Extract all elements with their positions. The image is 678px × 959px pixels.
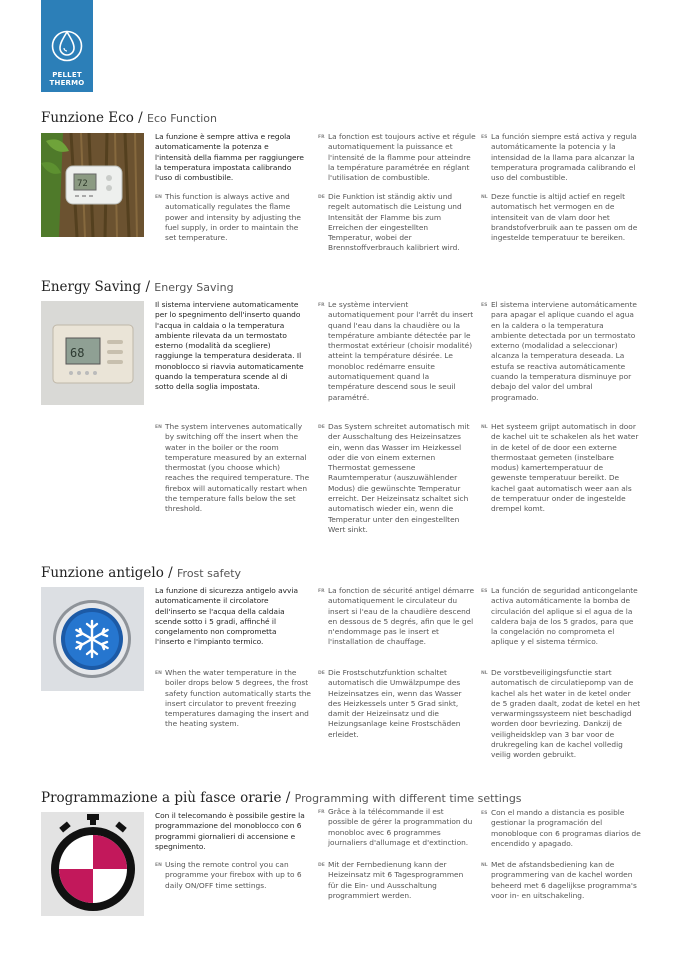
title-it: Funzione antigelo	[41, 565, 164, 581]
text-nl: Met de afstandsbediening kan de programmering van de kachel worden beheerd met 6 dagelijkse programma's voor in- en uitschakeling.	[491, 860, 637, 900]
text-nl: Deze functie is altijd actief en regelt automatisch het vermogen en de intensiteit van de vlam door het brandstofverbruik aan te passen om de ingestelde temperatuur te bereiken.	[491, 192, 638, 243]
text-es: Con el mando a distancia es posible gestionar la programación del monobloque con 6 programas diarios de encendido y apagado.	[491, 808, 641, 848]
title-separator: /	[138, 110, 143, 126]
lang-de: DE	[318, 671, 325, 676]
title-separator: /	[145, 279, 150, 295]
section-frost-safety	[41, 565, 641, 770]
lang-nl: NL	[481, 425, 488, 430]
text-de: Mit der Fernbedienung kann der Heizeinsatz mit 6 Tagesprogrammen für die Ein- und Ausschaltung programmiert werden.	[328, 860, 464, 900]
section-title	[41, 565, 241, 581]
section-eco	[41, 110, 641, 260]
text-nl: De vorstbeveiligingsfunctie start automatisch de circulatiepomp van de kachel als het water in de ketel onder de 5 graden daalt, zodat de ketel en het verwarmingssysteem niet beschadigd worden door bevriezing. Dankzij de veiligheidsklep van 3 bar voor de drukregeling kan de kachel volledig veilig worden gebruikt.	[491, 668, 641, 760]
title-en: Eco Function	[147, 112, 218, 125]
text-es: El sistema interviene automáticamente para apagar el aplique cuando el agua en la caldera o la temperatura ambiente detectada por un termostato externo (modalidad a seleccionar) alcanza la temperatura deseada. La estufa se reactiva automáticamente cuando la temperatura disminuye por debajo del valor del umbral programado.	[491, 300, 637, 402]
section-title	[41, 279, 234, 295]
lang-fr: FR	[318, 810, 325, 815]
text-de: Das System schreitet automatisch mit der Ausschaltung des Heizeinsatzes ein, wenn das Wasser im Heizkessel oder die von einem externen Thermostat gemessene Raumtemperatur (auszuwählender Modus) die gewünschte Temperatur erreicht. Der Heizeinsatz schaltet sich automatisch wieder ein, wenn die Temperatur unter den eingestellten Wert sinkt.	[328, 422, 470, 534]
lang-es: ES	[481, 303, 488, 308]
lang-nl: NL	[481, 863, 488, 868]
text-en: The system intervenes automatically by switching off the insert when the water in the boiler or the room temperature measured by an external thermostat (you choose which) reaches the required temperature. The firebox will automatically restart when the temperature falls below the set threshold.	[165, 422, 310, 514]
text-fr: La fonction de sécurité antigel démarre automatiquement le circulateur du insert si l'eau de la chaudière descend en dessous de 5 degrés, afin que le gel n'endommage pas le insert et l'installation de chauffage.	[328, 586, 475, 647]
text-fr: La fonction est toujours active et régule automatiquement la puissance et l'intensité de la flamme pour atteindre la température paramétrée en réglant l'utilisation de combustible.	[328, 132, 476, 183]
title-separator: /	[168, 565, 173, 581]
text-en: When the water temperature in the boiler drops below 5 degrees, the frost safety function automatically starts the insert circulator to prevent freezing temperatures damaging the insert and the heating system.	[165, 668, 311, 729]
title-it: Programmazione a più fasce orarie	[41, 790, 282, 806]
text-it: La funzione di sicurezza antigelo avvia automaticamente il circolatore dell'inserto se l'acqua della caldaia scende sotto i 5 gradi, affinché il congelamento non comprometta l'inserto e l'impianto termico.	[155, 586, 298, 647]
lang-de: DE	[318, 195, 325, 200]
lang-es: ES	[481, 811, 488, 816]
text-fr: Le système intervient automatiquement pour l'arrêt du insert quand l'eau dans la chaudière ou la température ambiante détectée par le thermostat extérieur (choisir modalité) atteint la température désirée. Le monobloc redémarre ensuite automatiquement quand la température descend sous le seuil paramétré.	[328, 300, 474, 402]
text-es: La función siempre está activa y regula automáticamente la potencia y la intensidad de la llama para alcanzar la temperatura programada calibrando el uso del combustible.	[491, 132, 637, 183]
text-fr: Grâce à la télécommande il est possible de gérer la programmation du monobloc avec 6 programmes journaliers d'allumage et d'extinction.	[328, 807, 473, 847]
lang-en: EN	[155, 425, 162, 430]
lang-en: EN	[155, 671, 162, 676]
brand-line2: THERMO	[49, 79, 85, 87]
lang-fr: FR	[318, 303, 325, 308]
text-de: Die Frostschutzfunktion schaltet automatisch die Umwälzpumpe des Heizeinsatzes ein, wenn das Wasser des Heizkessels unter 5 Grad sinkt, damit der Heizeinsatz und die Heizungsanlage keine Frostschäden erleidet.	[328, 668, 462, 739]
stopwatch-icon	[51, 814, 135, 911]
brand-line1: PELLET	[52, 71, 82, 79]
title-it: Funzione Eco	[41, 110, 134, 126]
text-de: Die Funktion ist ständig aktiv und regelt automatisch die Leistung und Intensität der Flamme bis zum Erreichen der eingestellten Temperatur, wobei der Brennstoffverbrauch kalibriert wird.	[328, 192, 462, 253]
water-drop-icon	[51, 22, 83, 64]
title-en: Energy Saving	[154, 281, 234, 294]
lang-de: DE	[318, 863, 325, 868]
lang-fr: FR	[318, 589, 325, 594]
title-separator: /	[285, 790, 291, 806]
lang-es: ES	[481, 135, 488, 140]
section-title	[41, 110, 217, 126]
section-programming	[41, 790, 641, 920]
text-en: Using the remote control you can programme your firebox with up to 6 daily ON/OFF time settings.	[165, 860, 302, 890]
thermostat-readout: 72	[77, 179, 88, 189]
lang-de: DE	[318, 425, 325, 430]
brand-badge	[41, 0, 93, 92]
text-it: La funzione è sempre attiva e regola automaticamente la potenza e l'intensità della fiamma per raggiungere la temperatura impostata calibrando l'uso di combustibile.	[155, 132, 304, 183]
lang-en: EN	[155, 195, 162, 200]
text-en: This function is always active and automatically regulates the flame power and intensity by adjusting the fuel supply, in order to maintain the set temperature.	[165, 192, 301, 243]
title-en: Frost safety	[177, 567, 242, 580]
lang-fr: FR	[318, 135, 325, 140]
title-en: Programming with different time settings	[294, 792, 522, 805]
stopwatch-image	[41, 812, 144, 916]
text-es: La función de seguridad anticongelante activa automáticamente la bomba de circulación del aplique si el agua de la caldera baja de los 5 grados, para que la congelación no comprometa el aplique y el sistema térmico.	[491, 586, 638, 647]
section-title	[41, 790, 522, 806]
lang-en: EN	[155, 863, 162, 868]
text-nl: Het systeem grijpt automatisch in door de kachel uit te schakelen als het water in de ketel of de door een externe thermostaat gemeten (instelbare modus) kamertemperatuur de gewenste temperatuur bereikt. De kachel gaat automatisch weer aan als de temperatuur onder de ingestelde drempel komt.	[491, 422, 639, 514]
title-it: Energy Saving	[41, 279, 142, 295]
text-it: Con il telecomando è possibile gestire la programmazione del monoblocco con 6 programmi giornalieri di accensione e spegnimento.	[155, 811, 305, 851]
wall-thermostat-photo	[41, 301, 144, 405]
lang-nl: NL	[481, 671, 488, 676]
frost-button-image	[41, 587, 144, 691]
lang-es: ES	[481, 589, 488, 594]
thermostat-tree-photo	[41, 133, 144, 237]
lang-nl: NL	[481, 195, 488, 200]
text-it: Il sistema interviene automaticamente per lo spegnimento dell'inserto quando l'acqua in caldaia o la temperatura ambiente rilevata da un termostato esterno (modalità da scegliere) raggiunge la temperatura desiderata. Il monoblocco si riavvia automaticamente quando la temperatura scende al di sotto della soglia impostata.	[155, 300, 304, 392]
section-energy-saving	[41, 279, 641, 544]
thermostat-readout-2: 68	[70, 346, 85, 360]
